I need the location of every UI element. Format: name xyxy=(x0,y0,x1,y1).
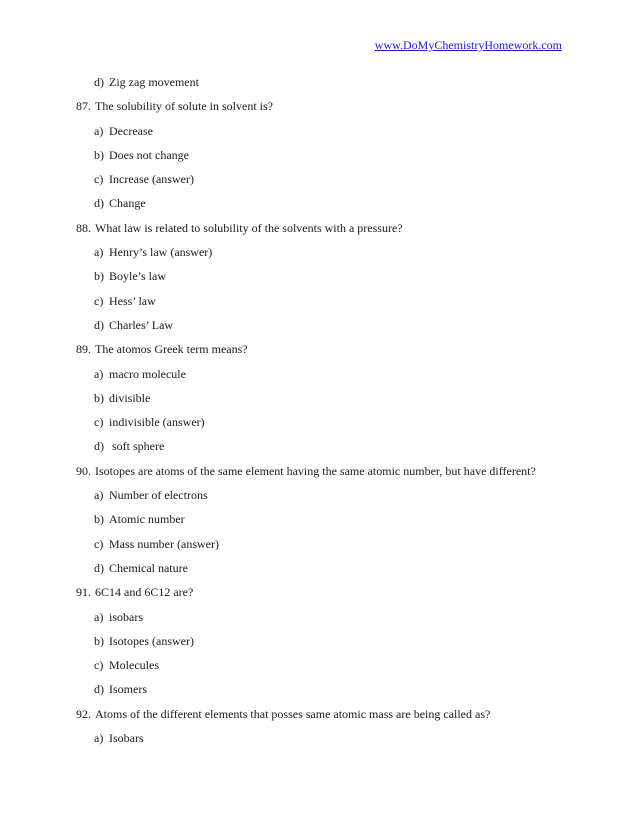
option-letter: a) xyxy=(94,245,104,260)
answer-option xyxy=(76,605,576,629)
question-87 xyxy=(76,94,576,118)
answer-option xyxy=(76,119,576,143)
option-letter: b) xyxy=(94,390,104,405)
option-text: Increase (answer) xyxy=(109,172,194,187)
answer-option xyxy=(76,191,576,215)
answer-option xyxy=(76,362,576,386)
option-text: Change xyxy=(109,196,146,211)
answer-option xyxy=(76,386,576,410)
option-letter: b) xyxy=(94,512,104,527)
option-text: Charles’ Law xyxy=(109,317,174,332)
answer-option xyxy=(76,313,576,337)
answer-option xyxy=(76,167,576,191)
question-number: 88. xyxy=(76,220,91,235)
question-text: 6C14 and 6C12 are? xyxy=(95,585,194,600)
option-letter: c) xyxy=(94,293,104,308)
option-text: isobars xyxy=(109,609,143,624)
option-text: Does not change xyxy=(109,147,189,162)
question-text: What law is related to solubility of the solvents with a pressure? xyxy=(95,220,403,235)
option-text: Isotopes (answer) xyxy=(109,633,194,648)
question-88 xyxy=(76,216,576,240)
option-letter: a) xyxy=(94,731,104,746)
option-text: divisible xyxy=(109,390,151,405)
question-list xyxy=(76,94,576,750)
question-text: Atoms of the different elements that posses same atomic mass are being called as? xyxy=(95,706,491,721)
option-letter: c) xyxy=(94,658,104,673)
option-letter: a) xyxy=(94,609,104,624)
option-letter: b) xyxy=(94,147,104,162)
option-letter: a) xyxy=(94,488,104,503)
option-text: Boyle’s law xyxy=(109,269,166,284)
option-letter: a) xyxy=(94,123,104,138)
option-text: Hess’ law xyxy=(109,293,156,308)
answer-option xyxy=(76,677,576,701)
option-text: Mass number (answer) xyxy=(109,536,219,551)
header-website-link[interactable]: www.DoMyChemistryHomework.com xyxy=(374,38,562,52)
answer-option xyxy=(76,532,576,556)
question-number: 90. xyxy=(76,463,91,478)
option-text: indivisible (answer) xyxy=(109,415,205,430)
option-text: Isomers xyxy=(109,682,147,697)
answer-option xyxy=(76,726,576,750)
option-letter: a) xyxy=(94,366,104,381)
carryover-option xyxy=(76,70,576,94)
question-91 xyxy=(76,580,576,604)
option-letter: c) xyxy=(94,415,104,430)
answer-option xyxy=(76,143,576,167)
option-text: Isobars xyxy=(109,731,144,746)
option-letter: d) xyxy=(94,75,104,89)
question-number: 87. xyxy=(76,99,91,114)
option-text: Atomic number xyxy=(109,512,185,527)
option-text: Molecules xyxy=(109,658,159,673)
option-letter: d) xyxy=(94,439,104,454)
question-text: The atomos Greek term means? xyxy=(95,342,248,357)
question-number: 92. xyxy=(76,706,91,721)
quiz-content xyxy=(76,70,576,750)
option-letter: b) xyxy=(94,269,104,284)
answer-option xyxy=(76,410,576,434)
question-92 xyxy=(76,702,576,726)
answer-option xyxy=(76,289,576,313)
answer-option xyxy=(76,507,576,531)
question-number: 91. xyxy=(76,585,91,600)
question-text: The solubility of solute in solvent is? xyxy=(95,99,273,114)
question-text: Isotopes are atoms of the same element having the same atomic number, but have different? xyxy=(95,463,536,478)
answer-option xyxy=(76,240,576,264)
answer-option xyxy=(76,653,576,677)
option-text: soft sphere xyxy=(109,439,165,454)
option-letter: b) xyxy=(94,633,104,648)
option-letter: d) xyxy=(94,682,104,697)
option-text: Chemical nature xyxy=(109,560,188,575)
option-text: Zig zag movement xyxy=(109,75,199,89)
question-89 xyxy=(76,337,576,361)
option-letter: d) xyxy=(94,560,104,575)
answer-option xyxy=(76,264,576,288)
option-letter: d) xyxy=(94,196,104,211)
option-letter: c) xyxy=(94,172,104,187)
question-90 xyxy=(76,459,576,483)
option-letter: c) xyxy=(94,536,104,551)
option-text: Henry’s law (answer) xyxy=(109,245,213,260)
answer-option xyxy=(76,483,576,507)
option-text: Number of electrons xyxy=(109,488,208,503)
question-number: 89. xyxy=(76,342,91,357)
option-letter: d) xyxy=(94,317,104,332)
option-text: macro molecule xyxy=(109,366,186,381)
answer-option xyxy=(76,434,576,458)
answer-option xyxy=(76,556,576,580)
answer-option xyxy=(76,629,576,653)
option-text: Decrease xyxy=(109,123,153,138)
